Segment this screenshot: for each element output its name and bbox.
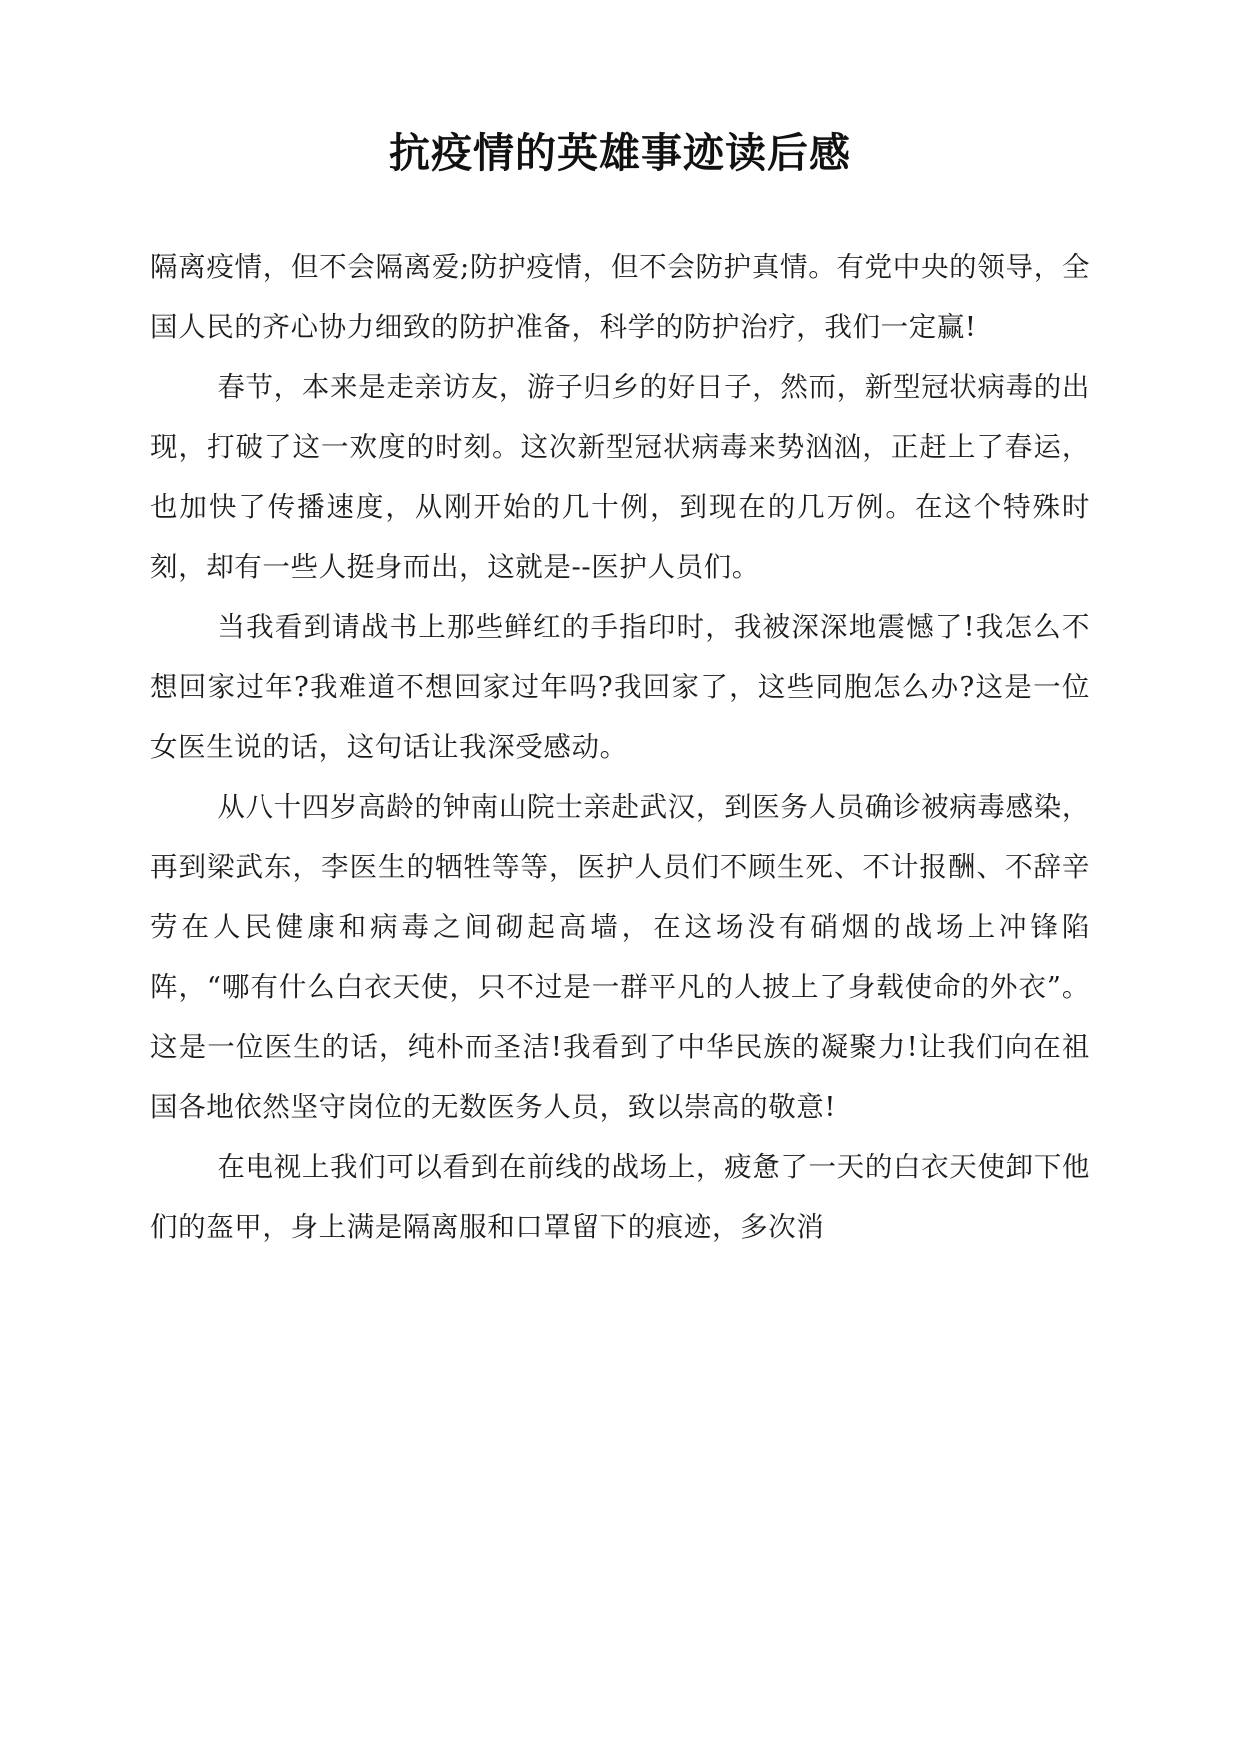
page-title: 抗疫情的英雄事迹读后感	[389, 129, 851, 177]
paragraph-3: 当我看到请战书上那些鲜红的手指印时，我被深深地震憾了!我怎么不想回家过年?我难道不想回家过年吗?我回家了，这些同胞怎么办?这是一位女医生说的话，这句话让我深受感动。	[150, 611, 1090, 764]
paragraph-2: 春节，本来是走亲访友，游子归乡的好日子，然而，新型冠状病毒的出现，打破了这一欢度的时刻。这次新型冠状病毒来势汹汹，正赶上了春运，也加快了传播速度，从刚开始的几十例，到现在的几万例。在这个特殊时刻，却有一些人挺身而出，这就是--医护人员们。	[150, 371, 1090, 584]
document-body	[150, 0, 1090, 1257]
paragraph-4: 从八十四岁高龄的钟南山院士亲赴武汉，到医务人员确诊被病毒感染，再到梁武东，李医生的牺牲等等，医护人员们不顾生死、不计报酬、不辞辛劳在人民健康和病毒之间砌起高墙，在这场没有硝烟的战场上冲锋陷阵，“哪有什么白衣天使，只不过是一群平凡的人披上了身载使命的外衣”。这是一位医生的话，纯朴而圣洁!我看到了中华民族的凝聚力!让我们向在祖国各地依然坚守岗位的无数医务人员，致以崇高的敬意!	[150, 791, 1090, 1124]
document-text-block	[150, 237, 1090, 1257]
paragraph-1: 隔离疫情，但不会隔离爱;防护疫情，但不会防护真情。有党中央的领导，全国人民的齐心协力细致的防护准备，科学的防护治疗，我们一定赢!	[150, 251, 1090, 344]
paragraph-5: 在电视上我们可以看到在前线的战场上，疲惫了一天的白衣天使卸下他们的盔甲，身上满是隔离服和口罩留下的痕迹，多次消	[150, 1151, 1090, 1244]
